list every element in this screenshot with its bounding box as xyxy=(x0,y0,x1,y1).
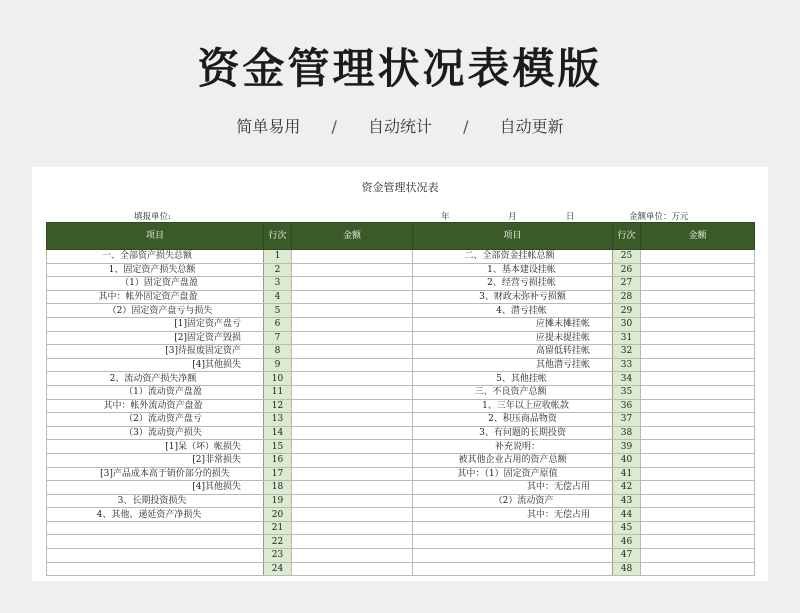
left-row-number: 5 xyxy=(264,304,292,318)
spreadsheet-preview xyxy=(32,167,768,581)
left-row-number: 24 xyxy=(264,562,292,576)
left-amount-cell[interactable] xyxy=(292,385,413,399)
right-amount-cell[interactable] xyxy=(641,277,755,291)
right-row-number: 28 xyxy=(613,290,641,304)
left-item-cell: [4]其他损失 xyxy=(47,481,264,495)
right-amount-cell[interactable] xyxy=(641,440,755,454)
right-item-cell: 5、其他挂帐 xyxy=(413,372,613,386)
left-item-cell: 3、长期投资损失 xyxy=(47,494,264,508)
right-amount-cell[interactable] xyxy=(641,453,755,467)
left-row-number: 12 xyxy=(264,399,292,413)
header-amount-left: 金额 xyxy=(292,223,413,250)
right-amount-cell[interactable] xyxy=(641,372,755,386)
right-amount-cell[interactable] xyxy=(641,521,755,535)
left-amount-cell[interactable] xyxy=(292,467,413,481)
table-row xyxy=(47,304,755,318)
right-amount-cell[interactable] xyxy=(641,304,755,318)
right-amount-cell[interactable] xyxy=(641,562,755,576)
right-row-number: 30 xyxy=(613,317,641,331)
right-amount-cell[interactable] xyxy=(641,399,755,413)
tag-separator: / xyxy=(463,117,469,136)
right-item-cell xyxy=(413,535,613,549)
right-item-cell xyxy=(413,521,613,535)
right-row-number: 39 xyxy=(613,440,641,454)
left-amount-cell[interactable] xyxy=(292,358,413,372)
header-amount-right: 金额 xyxy=(641,223,755,250)
left-row-number: 11 xyxy=(264,385,292,399)
left-row-number: 20 xyxy=(264,508,292,522)
table-row xyxy=(47,345,755,359)
left-row-number: 21 xyxy=(264,521,292,535)
date-month-label: 月 xyxy=(508,212,517,222)
left-amount-cell[interactable] xyxy=(292,304,413,318)
left-row-number: 13 xyxy=(264,413,292,427)
left-item-cell: [3]产品成本高于销价部分的损失 xyxy=(47,467,264,481)
left-row-number: 7 xyxy=(264,331,292,345)
left-item-cell: 一、全部资产损失总额 xyxy=(47,250,264,264)
right-amount-cell[interactable] xyxy=(641,549,755,563)
left-amount-cell[interactable] xyxy=(292,250,413,264)
table-row xyxy=(47,521,755,535)
right-row-number: 35 xyxy=(613,385,641,399)
right-amount-cell[interactable] xyxy=(641,263,755,277)
header-row-no-right: 行次 xyxy=(613,223,641,250)
table-row xyxy=(47,290,755,304)
left-item-cell: （2）固定资产盘亏与损失 xyxy=(47,304,264,318)
left-amount-cell[interactable] xyxy=(292,372,413,386)
left-item-cell: [4]其他损失 xyxy=(47,358,264,372)
right-row-number: 33 xyxy=(613,358,641,372)
left-row-number: 17 xyxy=(264,467,292,481)
left-item-cell xyxy=(47,562,264,576)
left-row-number: 16 xyxy=(264,453,292,467)
left-item-cell: 其中：帐外流动资产盘盈 xyxy=(47,399,264,413)
right-amount-cell[interactable] xyxy=(641,358,755,372)
right-row-number: 32 xyxy=(613,345,641,359)
table-row xyxy=(47,440,755,454)
right-item-cell: 应提未提挂帐 xyxy=(413,331,613,345)
right-item-cell: 1、三年以上应收帐款 xyxy=(413,399,613,413)
right-item-cell: 4、潜亏挂帐 xyxy=(413,304,613,318)
tag-auto-stats: 自动统计 xyxy=(367,117,432,136)
right-row-number: 47 xyxy=(613,549,641,563)
right-amount-cell[interactable] xyxy=(641,317,755,331)
left-item-cell: （1）固定资产盘盈 xyxy=(47,277,264,291)
right-item-cell: 被其他企业占用的资产总额 xyxy=(413,453,613,467)
right-amount-cell[interactable] xyxy=(641,508,755,522)
right-amount-cell[interactable] xyxy=(641,290,755,304)
left-row-number: 8 xyxy=(264,345,292,359)
table-row xyxy=(47,426,755,440)
left-amount-cell[interactable] xyxy=(292,453,413,467)
table-row xyxy=(47,481,755,495)
right-row-number: 26 xyxy=(613,263,641,277)
table-row xyxy=(47,562,755,576)
left-item-cell: [2]非常损失 xyxy=(47,453,264,467)
left-amount-cell[interactable] xyxy=(292,440,413,454)
table-row xyxy=(47,399,755,413)
right-row-number: 46 xyxy=(613,535,641,549)
left-item-cell: （1）流动资产盘盈 xyxy=(47,385,264,399)
header-item-left: 项目 xyxy=(47,223,264,250)
tagline xyxy=(0,114,800,137)
right-item-cell: 3、财政未弥补亏损额 xyxy=(413,290,613,304)
left-item-cell: [2]固定资产毁损 xyxy=(47,331,264,345)
right-item-cell xyxy=(413,549,613,563)
right-item-cell: 其他潜亏挂帐 xyxy=(413,358,613,372)
left-row-number: 18 xyxy=(264,481,292,495)
left-item-cell: [3]待报废固定资产 xyxy=(47,345,264,359)
sheet-title: 资金管理状况表 xyxy=(361,181,439,194)
table-row xyxy=(47,494,755,508)
left-item-cell: [1]呆（坏）帐损失 xyxy=(47,440,264,454)
right-row-number: 25 xyxy=(613,250,641,264)
left-amount-cell[interactable] xyxy=(292,508,413,522)
left-row-number: 15 xyxy=(264,440,292,454)
right-row-number: 36 xyxy=(613,399,641,413)
left-row-number: 1 xyxy=(264,250,292,264)
right-amount-cell[interactable] xyxy=(641,494,755,508)
right-item-cell xyxy=(413,562,613,576)
right-amount-cell[interactable] xyxy=(641,426,755,440)
right-row-number: 40 xyxy=(613,453,641,467)
right-amount-cell[interactable] xyxy=(641,331,755,345)
left-amount-cell[interactable] xyxy=(292,413,413,427)
left-item-cell xyxy=(47,535,264,549)
right-row-number: 31 xyxy=(613,331,641,345)
left-item-cell: [1]固定资产盘亏 xyxy=(47,317,264,331)
amount-unit-label: 金额单位：万元 xyxy=(629,212,689,222)
table-row xyxy=(47,535,755,549)
right-amount-cell[interactable] xyxy=(641,250,755,264)
right-amount-cell[interactable] xyxy=(641,345,755,359)
left-amount-cell[interactable] xyxy=(292,277,413,291)
table-row xyxy=(47,317,755,331)
right-item-cell: 其中：（1）固定资产原值 xyxy=(413,467,613,481)
table-row xyxy=(47,263,755,277)
left-amount-cell[interactable] xyxy=(292,535,413,549)
left-amount-cell[interactable] xyxy=(292,521,413,535)
right-row-number: 34 xyxy=(613,372,641,386)
table-row xyxy=(47,277,755,291)
left-amount-cell[interactable] xyxy=(292,562,413,576)
table-row xyxy=(47,508,755,522)
left-amount-cell[interactable] xyxy=(292,290,413,304)
fund-status-table xyxy=(46,222,755,576)
right-row-number: 44 xyxy=(613,508,641,522)
fill-unit-label: 填报单位: xyxy=(134,212,171,222)
tag-auto-update: 自动更新 xyxy=(499,117,564,136)
right-item-cell: 三、不良资产总额 xyxy=(413,385,613,399)
table-row xyxy=(47,250,755,264)
left-row-number: 23 xyxy=(264,549,292,563)
left-row-number: 4 xyxy=(264,290,292,304)
right-item-cell: 3、有问题的长期投资 xyxy=(413,426,613,440)
right-item-cell: 二、全部资金挂帐总额 xyxy=(413,250,613,264)
left-item-cell: 4、其他、递延资产净损失 xyxy=(47,508,264,522)
right-item-cell: 2、经营亏损挂帐 xyxy=(413,277,613,291)
date-year-label: 年 xyxy=(441,212,450,222)
table-row xyxy=(47,453,755,467)
right-item-cell: 高留低转挂帐 xyxy=(413,345,613,359)
page-title: 资金管理状况表模版 xyxy=(197,44,603,93)
right-item-cell: 1、基本建设挂帐 xyxy=(413,263,613,277)
date-day-label: 日 xyxy=(566,212,575,222)
left-row-number: 2 xyxy=(264,263,292,277)
table-row xyxy=(47,358,755,372)
left-amount-cell[interactable] xyxy=(292,494,413,508)
table-row xyxy=(47,331,755,345)
right-row-number: 29 xyxy=(613,304,641,318)
tag-separator: / xyxy=(331,117,337,136)
left-row-number: 6 xyxy=(264,317,292,331)
left-amount-cell[interactable] xyxy=(292,399,413,413)
left-item-cell: （3）流动资产损失 xyxy=(47,426,264,440)
left-row-number: 9 xyxy=(264,358,292,372)
left-item-cell: 1、固定资产损失总额 xyxy=(47,263,264,277)
left-amount-cell[interactable] xyxy=(292,549,413,563)
right-item-cell: 补充说明： xyxy=(413,440,613,454)
right-item-cell: 其中：无偿占用 xyxy=(413,508,613,522)
right-row-number: 43 xyxy=(613,494,641,508)
right-amount-cell[interactable] xyxy=(641,413,755,427)
header-row-no-left: 行次 xyxy=(264,223,292,250)
right-row-number: 42 xyxy=(613,481,641,495)
table-header-row xyxy=(47,223,755,250)
left-item-cell: 其中：帐外固定资产盘盈 xyxy=(47,290,264,304)
right-row-number: 37 xyxy=(613,413,641,427)
right-item-cell: （2）流动资产 xyxy=(413,494,613,508)
left-row-number: 3 xyxy=(264,277,292,291)
left-amount-cell[interactable] xyxy=(292,345,413,359)
left-amount-cell[interactable] xyxy=(292,263,413,277)
left-item-cell: 2、流动资产损失净额 xyxy=(47,372,264,386)
table-row xyxy=(47,413,755,427)
left-item-cell: （2）流动资产盘亏 xyxy=(47,413,264,427)
right-row-number: 45 xyxy=(613,521,641,535)
table-row xyxy=(47,372,755,386)
left-item-cell xyxy=(47,549,264,563)
table-row xyxy=(47,467,755,481)
left-amount-cell[interactable] xyxy=(292,481,413,495)
right-row-number: 38 xyxy=(613,426,641,440)
left-row-number: 22 xyxy=(264,535,292,549)
table-row xyxy=(47,549,755,563)
right-row-number: 27 xyxy=(613,277,641,291)
right-row-number: 48 xyxy=(613,562,641,576)
header-item-right: 项目 xyxy=(413,223,613,250)
table-row xyxy=(47,385,755,399)
right-row-number: 41 xyxy=(613,467,641,481)
right-item-cell: 2、积压商品物资 xyxy=(413,413,613,427)
left-row-number: 19 xyxy=(264,494,292,508)
left-row-number: 10 xyxy=(264,372,292,386)
right-amount-cell[interactable] xyxy=(641,481,755,495)
left-amount-cell[interactable] xyxy=(292,331,413,345)
right-amount-cell[interactable] xyxy=(641,467,755,481)
left-amount-cell[interactable] xyxy=(292,426,413,440)
tag-easy: 简单易用 xyxy=(236,117,301,136)
right-item-cell: 其中：无偿占用 xyxy=(413,481,613,495)
left-amount-cell[interactable] xyxy=(292,317,413,331)
left-item-cell xyxy=(47,521,264,535)
left-row-number: 14 xyxy=(264,426,292,440)
right-item-cell: 应摊未摊挂帐 xyxy=(413,317,613,331)
right-amount-cell[interactable] xyxy=(641,535,755,549)
right-amount-cell[interactable] xyxy=(641,385,755,399)
